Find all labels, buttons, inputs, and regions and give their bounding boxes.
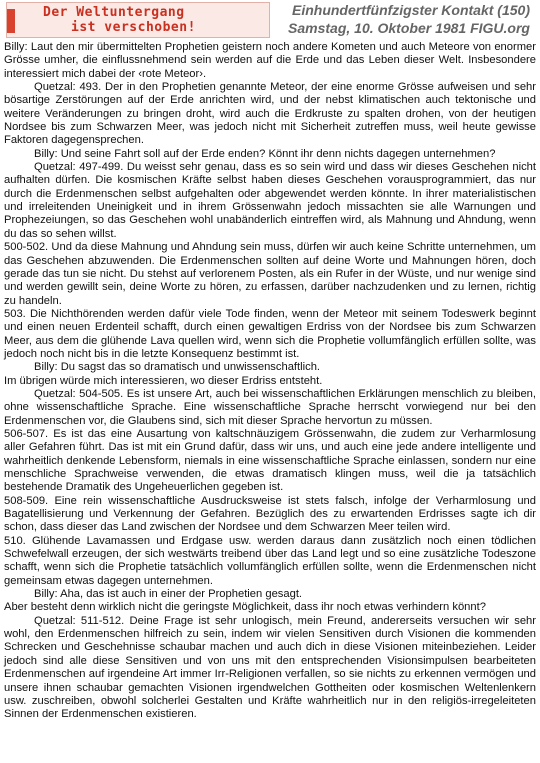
paragraph: Quetzal: 504-505. Es ist unsere Art, auch bei wissenschaftlichen Erklärungen menschlich zu bleiben, ohne wissenschaftliche Sprache. Eine wissenschaftliche Sprache herrscht vorwiegend nur bei den Erdenmenschen vor, die Glaubens sind, sich mit dieser Sprache hervortun zu müssen.	[4, 387, 536, 427]
paragraph: Billy: Du sagst das so dramatisch und unwissenschaftlich.	[34, 361, 321, 374]
document-body	[4, 41, 536, 722]
paragraph: 508-509. Eine rein wissenschaftliche Ausdrucksweise ist stets falsch, infolge der Verharmlosung und Bagatellisierung und Verkennung der Gefahren. Bezüglich des zu erwartenden Erdrisses sagte ich dir schon, dass dieser das Land zwischen der Nordsee und dem Schwarzen Meer teilen wird.	[4, 494, 536, 534]
paragraph: Billy: Und seine Fahrt soll auf der Erde enden? Könnt ihr denn nichts dagegen unternehmen?	[34, 147, 496, 160]
paragraph: 500-502. Und da diese Mahnung und Ahndung sein muss, dürfen wir auch keine Schritte unternehmen, um das Geschehen abzuwenden. Die Erdenmenschen sollten auf deine Worte und Mahnungen hören, doch gerade das tun sie nicht. Du stehst auf verlorenem Posten, als ein Rufer in der Wüste, und nur wenige sind und werden gewillt sein, deine Worte zu hören, zu erfassen, darüber nachzudenken und zu lernen, richtig zu handeln.	[4, 241, 536, 307]
paragraph: Quetzal: 497-499. Du weisst sehr genau, dass es so sein wird und dass wir dieses Geschehen nicht aufhalten dürfen. Die kosmischen Kräfte selbst haben dieses Geschehen vorausprogrammiert, das nur durch die Erdenmenschen selbst aufgehalten oder abgewendet werden könnte. In ihrer materialistischen und irreleitenden Uneinigkeit und in ihrem Grössenwahn jedoch missachten sie alle Warnungen und Prophezeiungen, so das Geschehen wohl unabänderlich eintreffen wird, als Mahnung und Ahndung, wenn du das so sehen willst.	[4, 161, 536, 240]
paragraph: Billy: Laut den mir übermittelten Prophetien geistern noch andere Kometen und auch Meteore von enormer Grösse umher, die einflussnehmend sein werden auf die Erde und das Leben dieser Welt. Insbesondere interessiert mich dabei der ‹rote Meteor›.	[4, 41, 536, 80]
logo-bar	[7, 9, 15, 33]
contact-title: Einhundertfünfzigster Kontakt (150)	[291, 2, 530, 18]
paragraph: Quetzal: 493. Der in den Prophetien genannte Meteor, der eine enorme Grösse aufweisen und sehr bösartige Zerstörungen auf der Erde anrichten wird, und der nebst klimatischen auch tektonische und weitere Veränderungen zu bringen droht, wird auch die Erdkruste zu spalten drohen, von der heutigen Nordsee bis zum Schwarzen Meer, was jedoch nicht mit Sicherheit zutreffen muss, weil heute gewisse Faktoren dagegensprechen.	[4, 81, 536, 147]
paragraph: Aber besteht denn wirklich nicht die geringste Möglichkeit, dass ihr noch etwas verhindern könnt?	[4, 601, 486, 614]
paragraph: Quetzal: 511-512. Deine Frage ist sehr unlogisch, mein Freund, andererseits versuchen wir sehr wohl, den Erdenmenschen hilfreich zu sein, indem wir vielen Sensitiven durch Visionen die kommenden Schrecken und Geschehnisse schaubar machen und auch dich in diese Visionen miteinbeziehen. Leider jedoch sind alle diese Sensitiven und von uns mit den entsprechenden Visionsimpulsen bearbeiteten Erdenmenschen auf irgendeine Art immer Irr-Religionen verfallen, so sie nichts zu erkennen vermögen und unsere ihnen schaubar gemachten Visionen irgendwelchen Gottheiten oder kosmischen Weltenlenkern usw. zuschreiben, obwohl solcherlei Gestalten und Kräfte wahrheitlich nur in den religiös-irregeleiteten Sinnen der Erdenmenschen existieren.	[4, 614, 536, 721]
header-info	[288, 1, 530, 37]
paragraph: 510. Glühende Lavamassen und Erdgase usw. werden daraus dann zusätzlich noch einen tödlichen Schwefelwall erzeugen, der sich westwärts treibend über das Land legt und so eine zusätzliche Todeszone schafft, wenn sich die Prophetie tatsächlich vollumfänglich erfüllen sollte, wenn die Erdenmenschen nicht gemeinsam etwas dagegen unternehmen.	[4, 534, 536, 587]
page-header	[4, 0, 536, 40]
paragraph: Im übrigen würde mich interessieren, wo dieser Erdriss entsteht.	[4, 374, 323, 387]
contact-date-site: Samstag, 10. Oktober 1981 FIGU.org	[288, 20, 530, 36]
figu-logo	[6, 2, 270, 38]
paragraph: Billy: Aha, das ist auch in einer der Prophetien gesagt.	[34, 588, 303, 601]
logo-line-1: Der Weltuntergang	[43, 5, 185, 20]
paragraph: 506-507. Es ist das eine Ausartung von kaltschnäuzigem Grössenwahn, die zudem zur Verharmlosung aller Gefahren führt. Das ist mit ein Grund dafür, dass wir uns, und auch eine jede andere intelligente und wahrheitlich denkende Lebensform, niemals in eine wissenschaftliche Sprache einlassen, sondern nur eine menschliche Sprachweise verwenden, die etwas dramatisch klingen muss, weil die ja tatsächlich bestehende Dramatik des Ungeheuerlichen gegeben ist.	[4, 427, 536, 494]
paragraph: 503. Die Nichthörenden werden dafür viele Tode finden, wenn der Meteor mit seinem Todeswerk beginnt und einen neuen Erdenteil schafft, durch einen gewaltigen Erdriss von der Nordsee bis zum Schwarzen Meer, aus dem die glühende Lava quellen wird, wenn sich die Prophetie vollumfänglich erfüllen sollte, was jedoch noch nicht bis in die letzte Konsequenz bestimmt ist.	[4, 307, 536, 360]
logo-line-2: ist verschoben!	[71, 20, 196, 35]
